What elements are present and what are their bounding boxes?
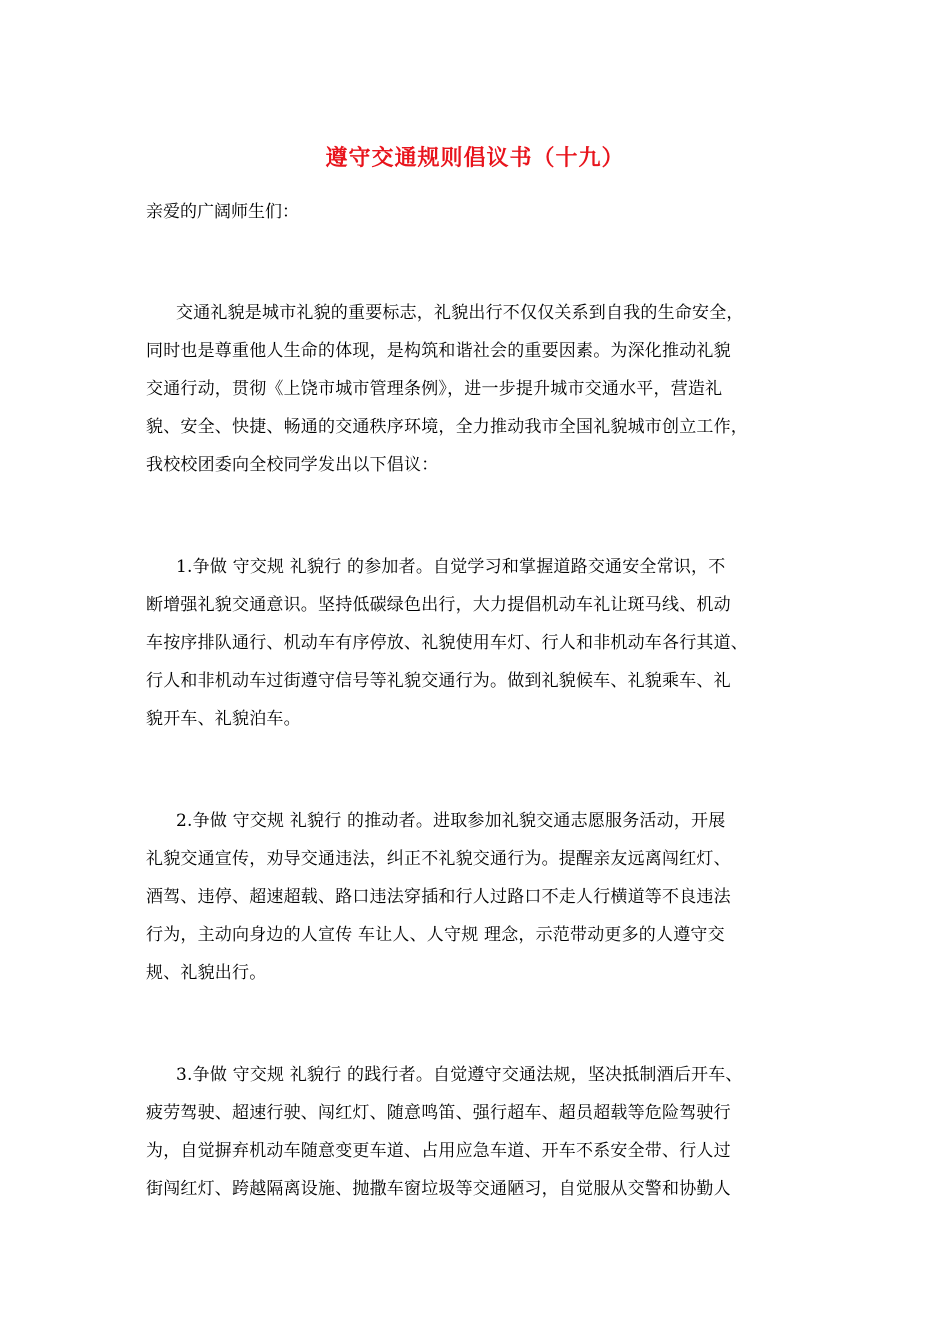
paragraph-line: 2.争做 守交规 礼貌行 的推动者。进取参加礼貌交通志愿服务活动，开展 [176, 811, 726, 831]
paragraph-line: 断增强礼貌交通意识。坚持低碳绿色出行，大力提倡机动车礼让斑马线、机动 [146, 595, 731, 615]
paragraph-line: 貌开车、礼貌泊车。 [146, 709, 301, 729]
paragraph-line: 礼貌交通宣传，劝导交通违法，纠正不礼貌交通行为。提醒亲友远离闯红灯、 [146, 849, 731, 869]
paragraph-line: 貌、安全、快捷、畅通的交通秩序环境，全力推动我市全国礼貌城市创立工作， [146, 417, 748, 437]
paragraph-line: 行为，主动向身边的人宣传 车让人、人守规 理念，示范带动更多的人遵守交 [146, 925, 725, 945]
document-title: 遵守交通规则倡议书（十九） [325, 145, 625, 171]
paragraph-line: 规、礼貌出行。 [146, 963, 267, 983]
paragraph-line: 1.争做 守交规 礼貌行 的参加者。自觉学习和掌握道路交通安全常识，不 [176, 557, 726, 577]
paragraph-intro [146, 294, 806, 484]
paragraph-item-1 [146, 548, 806, 738]
salutation: 亲爱的广阔师生们： [146, 202, 299, 222]
paragraph-line: 街闯红灯、跨越隔离设施、抛撒车窗垃圾等交通陋习，自觉服从交警和协勤人 [146, 1179, 731, 1199]
paragraph-line: 3.争做 守交规 礼貌行 的践行者。自觉遵守交通法规，坚决抵制酒后开车、 [176, 1065, 743, 1085]
paragraph-line: 疲劳驾驶、超速行驶、闯红灯、随意鸣笛、强行超车、超员超载等危险驾驶行 [146, 1103, 731, 1123]
paragraph-line: 车按序排队通行、机动车有序停放、礼貌使用车灯、行人和非机动车各行其道、 [146, 633, 748, 653]
paragraph-item-2 [146, 802, 806, 992]
paragraph-line: 行人和非机动车过街遵守信号等礼貌交通行为。做到礼貌候车、礼貌乘车、礼 [146, 671, 731, 691]
paragraph-line: 交通行动，贯彻《上饶市城市管理条例》，进一步提升城市交通水平，营造礼 [146, 379, 723, 399]
paragraph-line: 我校校团委向全校同学发出以下倡议： [146, 455, 439, 475]
paragraph-line: 同时也是尊重他人生命的体现，是构筑和谐社会的重要因素。为深化推动礼貌 [146, 341, 731, 361]
paragraph-line: 酒驾、违停、超速超载、路口违法穿插和行人过路口不走人行横道等不良违法 [146, 887, 731, 907]
paragraph-line: 交通礼貌是城市礼貌的重要标志，礼貌出行不仅仅关系到自我的生命安全， [176, 303, 744, 323]
paragraph-line: 为，自觉摒弃机动车随意变更车道、占用应急车道、开车不系安全带、行人过 [146, 1141, 731, 1161]
paragraph-item-3 [146, 1056, 806, 1208]
